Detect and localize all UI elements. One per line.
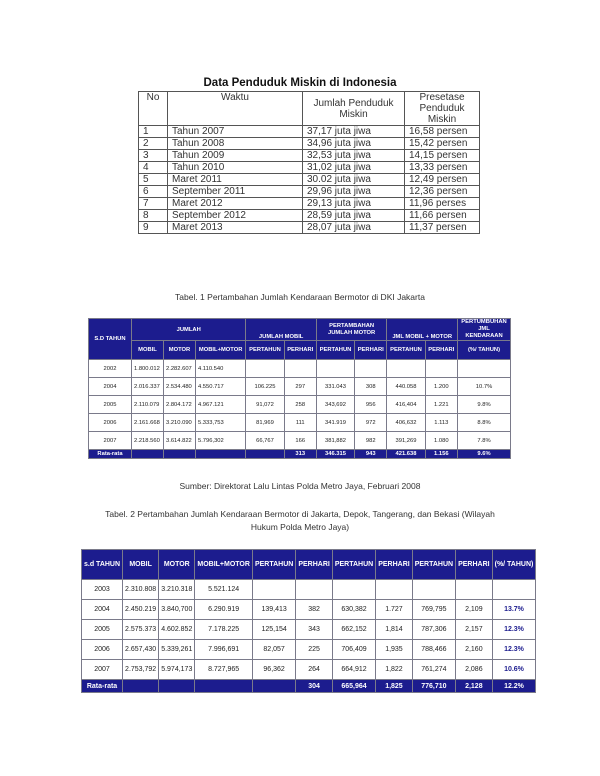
header-jumlah: Jumlah Penduduk Miskin [303,92,405,126]
table-cell [387,360,425,378]
table-cell: 2.218.560 [132,432,164,450]
table-cell: 96,362 [252,660,295,680]
table1-footer-cell: 346.315 [316,450,354,459]
table-row [89,396,511,414]
table-cell: 4.602.852 [159,620,195,640]
table2-footer-cell: 776,710 [412,680,455,693]
table1-subheader-cell: PERTAHUN [387,341,425,360]
table-cell: 381,882 [316,432,354,450]
table1-subheader-cell: MOBIL [132,341,164,360]
table-cell: 16,58 persen [405,126,480,138]
table-cell: 14,15 persen [405,150,480,162]
table-cell: 341.919 [316,414,354,432]
table-cell: 2,109 [456,600,493,620]
table1-subheader-cell: MOBIL+MOTOR [195,341,245,360]
table-cell: 81,969 [246,414,284,432]
table-row [139,126,480,138]
table1-footer-cell [246,450,284,459]
table-cell: 31,02 juta jiwa [303,162,405,174]
table-cell: 787,306 [412,620,455,640]
table-row [82,580,536,600]
table-cell: Tahun 2009 [168,150,303,162]
table-cell: 382 [296,600,333,620]
table-cell: 10.6% [492,660,536,680]
table1-footer-cell: 421.638 [387,450,425,459]
table-cell: 106.225 [246,378,284,396]
table2-header-cell: PERHARI [456,550,493,580]
table-cell: 11,96 perses [405,198,480,210]
table-cell: Tahun 2008 [168,138,303,150]
table-cell: 7.8% [458,432,511,450]
table-cell: 5.333,753 [195,414,245,432]
table1-header-pertumbuhan: PERTUMBUHAN JML KENDARAAN [458,319,511,341]
table-cell: 9.8% [458,396,511,414]
table-cell: 972 [355,414,387,432]
table-cell: 8 [139,210,168,222]
table2-header-cell: PERTAHUN [252,550,295,580]
table-cell: 391,269 [387,432,425,450]
table-row [82,620,536,640]
table1-subheader-cell: PERTAHUN [246,341,284,360]
table-cell: 32,53 juta jiwa [303,150,405,162]
table-row [89,414,511,432]
table1-footer-cell: 1.156 [425,450,457,459]
table-cell: 5.974,173 [159,660,195,680]
table-cell: 13.7% [492,600,536,620]
poverty-table-body [139,126,480,234]
table-cell: 2,086 [456,660,493,680]
table-cell: 29,13 juta jiwa [303,198,405,210]
table-cell: 12.3% [492,640,536,660]
table1-subheader-cell: PERTAHUN [316,341,354,360]
table-cell: 343 [296,620,333,640]
table-cell: 5.521.124 [195,580,253,600]
table1-footer-cell: 9.6% [458,450,511,459]
table-row [139,150,480,162]
table1-caption: Tabel. 1 Pertambahan Jumlah Kendaraan Bermotor di DKI Jakarta [175,292,425,302]
table-cell: 1.727 [376,600,413,620]
table-cell: 706,409 [332,640,375,660]
table-cell: 406,632 [387,414,425,432]
vehicle-table-jabodetabek [81,549,536,693]
table-row [82,660,536,680]
table2-header-cell: PERTAHUN [412,550,455,580]
table1-footer-cell: 943 [355,450,387,459]
table2-footer-cell: Rata-rata [82,680,123,693]
table1-footer [89,450,511,459]
table2-footer [82,680,536,693]
table2-header-cell: PERHARI [296,550,333,580]
table-cell: 2004 [82,600,123,620]
table-row [139,162,480,174]
table-cell: 12.3% [492,620,536,640]
table-cell [296,580,333,600]
table-cell: 2007 [82,660,123,680]
table-cell: 3 [139,150,168,162]
table-cell: Maret 2013 [168,222,303,234]
table1-header-pertambahan-label: PERTAMBAHAN [329,322,375,329]
table-cell: 2 [139,138,168,150]
table-cell: 1.113 [425,414,457,432]
table-row [82,640,536,660]
table-cell: 1.221 [425,396,457,414]
table-cell: 166 [284,432,316,450]
table2-header-cell: MOBIL [123,550,159,580]
table-row [89,378,511,396]
table-cell: 1.080 [425,432,457,450]
table-cell: 2005 [89,396,132,414]
table-row [89,432,511,450]
table-cell: 2,160 [456,640,493,660]
table-row [89,360,511,378]
table-cell: 1,935 [376,640,413,660]
table1-header-jml-mobil-motor: JML MOBIL + MOTOR [387,319,458,341]
header-presetase: Presetase Penduduk Miskin [405,92,480,126]
table-cell: 2006 [89,414,132,432]
table-cell: 416,404 [387,396,425,414]
table-cell: 982 [355,432,387,450]
table-cell: 2005 [82,620,123,640]
table-cell: 1 [139,126,168,138]
header-waktu: Waktu [168,92,303,126]
table-cell: Tahun 2007 [168,126,303,138]
table-cell: 2007 [89,432,132,450]
table-cell: 111 [284,414,316,432]
table-row [139,174,480,186]
table-cell: 7.178.225 [195,620,253,640]
table-cell [252,580,295,600]
table-cell: 10.7% [458,378,511,396]
table2-header [82,550,536,580]
table-cell: 4 [139,162,168,174]
table-cell: Maret 2011 [168,174,303,186]
table-cell: Tahun 2010 [168,162,303,174]
source-note: Sumber: Direktorat Lalu Lintas Polda Metro Jaya, Februari 2008 [179,481,421,491]
table-cell: September 2012 [168,210,303,222]
table-cell: 264 [296,660,333,680]
table-cell: 34,96 juta jiwa [303,138,405,150]
table1-footer-cell [163,450,195,459]
table-cell: 956 [355,396,387,414]
table-cell: 2.450.219 [123,600,159,620]
table-cell [456,580,493,600]
table-cell: 12,49 persen [405,174,480,186]
table-cell: 664,912 [332,660,375,680]
table-cell: 30.02 juta jiwa [303,174,405,186]
table-cell: 2,157 [456,620,493,640]
table-cell: 125,154 [252,620,295,640]
table-cell [412,580,455,600]
table1-subheader-cell: PERHARI [425,341,457,360]
table-cell: 1.800.012 [132,360,164,378]
table-cell: 788,466 [412,640,455,660]
table-cell: 5.339,261 [159,640,195,660]
table-cell: 6.290.919 [195,600,253,620]
table-cell: 4.550.717 [195,378,245,396]
table-cell [332,580,375,600]
table1-subheader-cell: PERHARI [284,341,316,360]
table-cell: 7 [139,198,168,210]
table-cell: 12,36 persen [405,186,480,198]
table-cell: 1,822 [376,660,413,680]
table-cell: 2.310.808 [123,580,159,600]
poverty-table-header [139,92,480,126]
table-cell: 3.614.822 [163,432,195,450]
table-cell: 2003 [82,580,123,600]
table2-footer-cell: 304 [296,680,333,693]
table2-footer-cell [159,680,195,693]
table-cell: 2004 [89,378,132,396]
table-cell: 13,33 persen [405,162,480,174]
table-cell: 4.967.121 [195,396,245,414]
table2-header-cell: (%/ TAHUN) [492,550,536,580]
table-cell: 3.840,700 [159,600,195,620]
table-cell: 5.796,302 [195,432,245,450]
table-cell: 66,767 [246,432,284,450]
table-cell: 761,274 [412,660,455,680]
table-cell [425,360,457,378]
table1-subheader-cell: PERHARI [355,341,387,360]
table-cell: 2.282.607 [163,360,195,378]
table-cell: 8.727,965 [195,660,253,680]
table2-footer-cell [123,680,159,693]
table-cell: 2.110.079 [132,396,164,414]
table2-footer-cell: 665,964 [332,680,375,693]
table-cell: 2006 [82,640,123,660]
table2-header-cell: s.d TAHUN [82,550,123,580]
table1-header-jumlah: JUMLAH [132,319,246,341]
table-cell: 2.016.337 [132,378,164,396]
table-cell: 1.200 [425,378,457,396]
table-cell: 29,96 juta jiwa [303,186,405,198]
table-cell: 2.753,792 [123,660,159,680]
table1-footer-cell: Rata-rata [89,450,132,459]
vehicle-table-jakarta [88,318,511,459]
table2-header-cell: PERTAHUN [332,550,375,580]
table-cell: Maret 2012 [168,198,303,210]
table-cell: 630,382 [332,600,375,620]
table-cell: 9 [139,222,168,234]
table-cell: 2.575.373 [123,620,159,640]
poverty-table-title: Data Penduduk Miskin di Indonesia [203,77,397,89]
table-cell [316,360,354,378]
table-cell: 11,37 persen [405,222,480,234]
table2-footer-cell: 2,128 [456,680,493,693]
header-no: No [139,92,168,126]
table2-caption-line1: Tabel. 2 Pertambahan Jumlah Kendaraan Bermotor di Jakarta, Depok, Tangerang, dan Bekasi (Wilayah [105,509,495,519]
table-row [82,600,536,620]
table-cell: 769,795 [412,600,455,620]
table2-header-cell: MOBIL+MOTOR [195,550,253,580]
table2-footer-cell [252,680,295,693]
table-cell: 139,413 [252,600,295,620]
table1-footer-cell: 313 [284,450,316,459]
table-cell: 8.8% [458,414,511,432]
table-cell: 2002 [89,360,132,378]
table-cell: 2.161.668 [132,414,164,432]
table-cell: 343,692 [316,396,354,414]
table-cell: 3.210.090 [163,414,195,432]
table-cell: 6 [139,186,168,198]
table2-header-cell: PERHARI [376,550,413,580]
table2-footer-cell: 12.2% [492,680,536,693]
table2-header-cell: MOTOR [159,550,195,580]
table-cell [284,360,316,378]
table-cell: 7.996,691 [195,640,253,660]
table1-header-sd-tahun: S.D TAHUN [89,319,132,360]
table-cell [355,360,387,378]
table-cell: 37,17 juta jiwa [303,126,405,138]
table-cell: 15,42 persen [405,138,480,150]
table1-header-jumlah-mobil: JUMLAH MOBIL [246,319,317,341]
table1-subheader-cell: (%/ TAHUN) [458,341,511,360]
table1-header-pertambahan [316,319,387,341]
table-cell: 28,59 juta jiwa [303,210,405,222]
table1-footer-cell [132,450,164,459]
table1-subheader-cell: MOTOR [163,341,195,360]
table-cell: 91,072 [246,396,284,414]
table-cell: 2.657,430 [123,640,159,660]
table-cell: 1,814 [376,620,413,640]
table-cell [492,580,536,600]
table-cell: 5 [139,174,168,186]
table1-footer-cell [195,450,245,459]
table-cell: 440.058 [387,378,425,396]
table-cell: 2.804.172 [163,396,195,414]
table1-header-row2 [89,341,511,360]
table2-body [82,580,536,680]
table-cell: 225 [296,640,333,660]
table-cell: 11,66 persen [405,210,480,222]
table2-footer-cell [195,680,253,693]
table-cell: 308 [355,378,387,396]
table1-body [89,360,511,450]
table-row [139,138,480,150]
table-cell: 28,07 juta jiwa [303,222,405,234]
poverty-table [138,91,480,234]
table-cell [458,360,511,378]
table-row [139,198,480,210]
table-cell [376,580,413,600]
table-cell: 2.534.480 [163,378,195,396]
table2-caption-line2: Hukum Polda Metro Jaya) [250,522,350,532]
table-cell: 258 [284,396,316,414]
table-cell: 82,057 [252,640,295,660]
table-cell: September 2011 [168,186,303,198]
table-cell [246,360,284,378]
table1-header-jumlah-motor: JUMLAH MOTOR [328,329,376,336]
table-row [139,222,480,234]
table-row [139,210,480,222]
table-cell: 3.210.318 [159,580,195,600]
table-cell: 297 [284,378,316,396]
table-cell: 662,152 [332,620,375,640]
table1-header-row1 [89,319,511,341]
table2-footer-cell: 1,825 [376,680,413,693]
table-cell: 4.110.540 [195,360,245,378]
table-row [139,186,480,198]
table-cell: 331.043 [316,378,354,396]
